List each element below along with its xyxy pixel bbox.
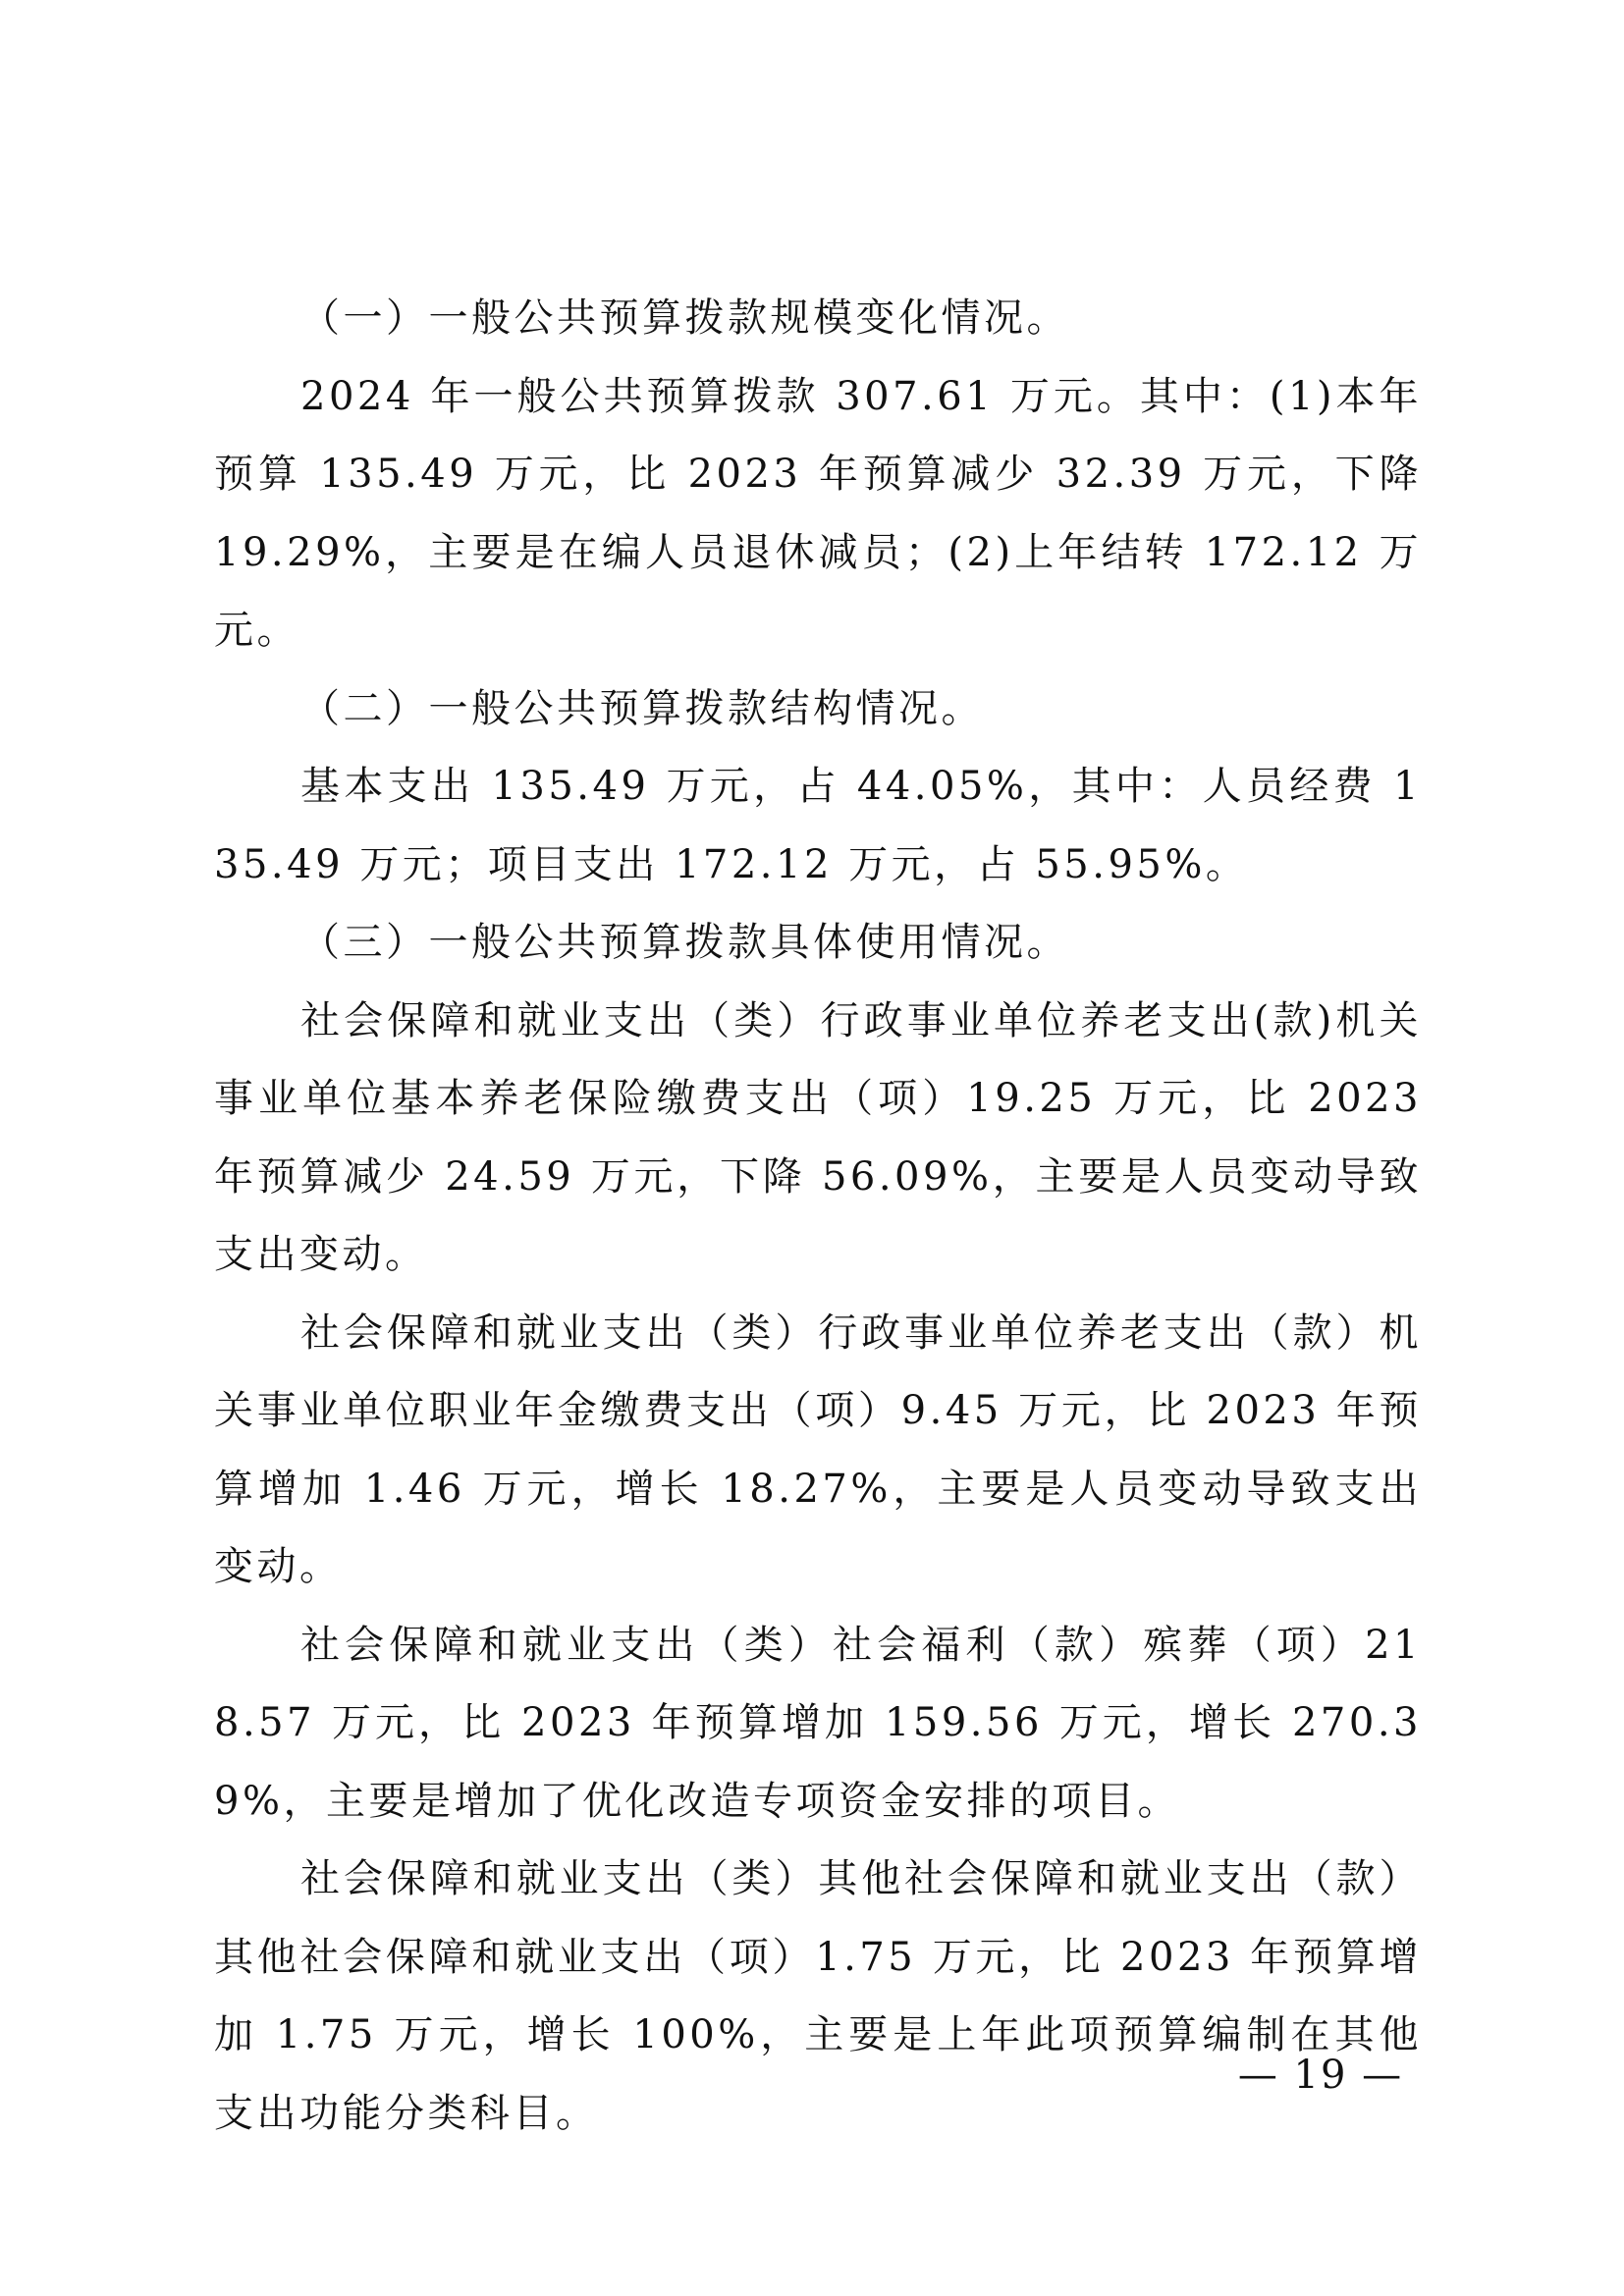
paragraph-budget-scale: 2024 年一般公共预算拨款 307.61 万元。其中：(1)本年预算 135.49 万元，比 2023 年预算减少 32.39 万元，下降 19.29%，主要是在编人员退休减员；(2)上年结转 172.12 万元。 [214, 373, 1422, 653]
paragraph-pension-insurance: 社会保障和就业支出（类）行政事业单位养老支出(款)机关事业单位基本养老保险缴费支出（项）19.25 万元，比 2023 年预算减少 24.59 万元，下降 56.09%，主要是人员变动导致支出变动。 [214, 997, 1422, 1277]
document-body [214, 280, 1422, 2153]
section-heading-2: （二）一般公共预算拨款结构情况。 [300, 685, 984, 731]
paragraph-other-social-security: 社会保障和就业支出（类）其他社会保障和就业支出（款）其他社会保障和就业支出（项）1.75 万元，比 2023 年预算增加 1.75 万元，增长 100%，主要是上年此项预算编制在其他支出功能分类科目。 [214, 1856, 1422, 2136]
paragraph-budget-structure: 基本支出 135.49 万元，占 44.05%，其中：人员经费 135.49 万元；项目支出 172.12 万元，占 55.95%。 [214, 764, 1422, 887]
page-number: — 19 — [1237, 2053, 1404, 2098]
section-heading-3: （三）一般公共预算拨款具体使用情况。 [300, 920, 1069, 965]
paragraph-occupational-annuity: 社会保障和就业支出（类）行政事业单位养老支出（款）机关事业单位职业年金缴费支出（项）9.45 万元，比 2023 年预算增加 1.46 万元，增长 18.27%，主要是人员变动导致支出变动。 [214, 1309, 1422, 1589]
paragraph-funeral: 社会保障和就业支出（类）社会福利（款）殡葬（项）218.57 万元，比 2023 年预算增加 159.56 万元，增长 270.39%，主要是增加了优化改造专项资金安排的项目。 [214, 1622, 1422, 1824]
section-heading-1: （一）一般公共预算拨款规模变化情况。 [300, 295, 1069, 341]
